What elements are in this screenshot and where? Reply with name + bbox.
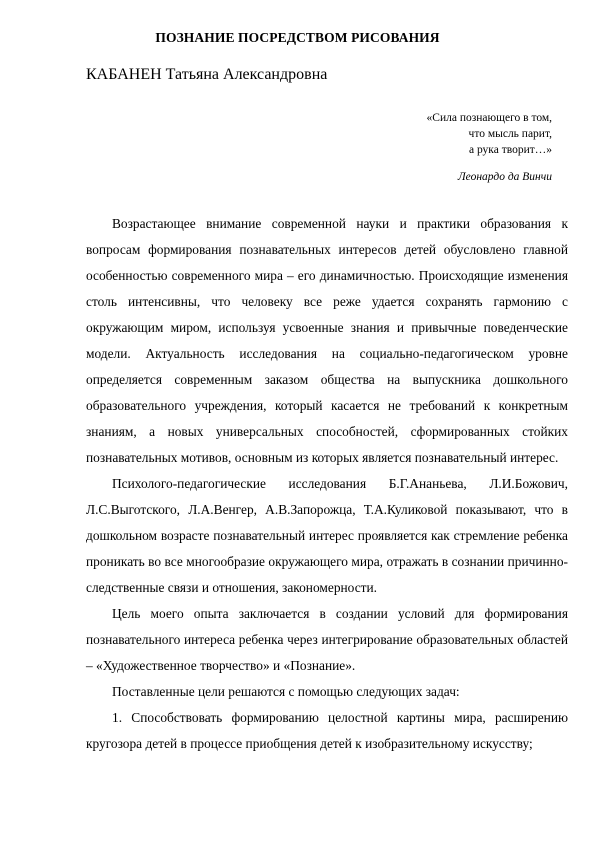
task-list-item: 1. Способствовать формированию целостной картины мира, расширению кругозора детей в процессе приобщения детей к изобразительному искусству; [86, 710, 568, 751]
body-paragraph: Психолого-педагогические исследования Б.Г.Ананьева, Л.И.Божович, Л.С.Выготского, Л.А.Венгер, А.В.Запорожца, Т.А.Куликовой показывают, что в дошкольном возрасте познавательный интерес проявляется как стремление ребенка проникать во все многообразие окружающего мира, отражать в сознании причинно-следственные связи и отношения, закономерности. [86, 476, 568, 595]
epigraph-line: а рука творит…» [468, 144, 552, 156]
body-paragraph: Возрастающее внимание современной науки и практики образования к вопросам формирования познавательных интересов детей обусловлено главной особенностью современного мира – его динамичностью. Происходящие изменения столь интенсивны, что человеку все реже удается сохранять гармонию с окружающим миром, используя усвоенные знания и привычные поведенческие модели. Актуальность исследования на социально-педагогическом уровне определяется современным заказом общества на выпускника дошкольного образовательного учреждения, который касается не требований к конкретным знаниям, а новых универсальных способностей, сформированных стойких познавательных мотивов, основным из которых является познавательный интерес. [86, 216, 568, 465]
document-body [86, 211, 568, 757]
epigraph-signature: Леонардо да Винчи [457, 171, 552, 183]
epigraph-line: «Сила познающего в том, [426, 112, 552, 124]
page-title: ПОЗНАНИЕ ПОСРЕДСТВОМ РИСОВАНИЯ [155, 30, 440, 45]
author-name: КАБАНЕН Татьяна Александровна [86, 66, 328, 83]
body-paragraph: Цель моего опыта заключается в создании условий для формирования познавательного интереса ребенка через интегрирование образовательных областей – «Художественное творчество» и «Познание». [86, 606, 568, 673]
epigraph-line: что мысль парит, [468, 128, 552, 140]
epigraph [252, 110, 552, 185]
body-paragraph: Поставленные цели решаются с помощью следующих задач: [112, 684, 460, 699]
